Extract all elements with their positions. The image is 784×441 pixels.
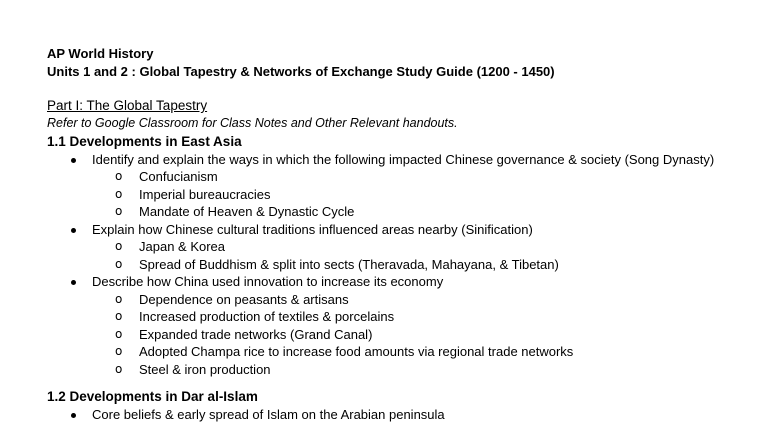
sub-bullet-text: Steel & iron production [139,361,271,377]
sub-bullet-item [47,203,767,221]
sub-bullet-item [47,291,767,309]
bullet-text: Identify and explain the ways in which the following impacted Chinese governance & society (Song Dynasty) [92,151,715,167]
sub-bullet-marker-icon: o [115,256,123,271]
sub-bullet-marker-icon: o [115,361,123,376]
sub-bullet-marker-icon: o [115,326,123,341]
sub-bullet-marker-icon: o [115,186,123,201]
bullet-dot-icon [71,413,76,418]
bullet-item [47,221,767,274]
bullet-list [47,151,767,379]
sub-bullet-item [47,308,767,326]
sections-container [47,133,767,423]
bullet-list [47,406,767,424]
sub-bullet-item [47,326,767,344]
sub-bullet-list [92,238,767,273]
sub-bullet-item [47,361,767,379]
sub-bullet-text: Confucianism [139,169,218,184]
bullet-text: Describe how China used innovation to increase its economy [92,274,444,289]
sub-bullet-text: Adopted Champa rice to increase food amounts via regional trade networks [139,344,574,359]
bullet-text: Explain how Chinese cultural traditions influenced areas nearby (Sinification) [92,221,533,237]
sub-bullet-item [47,238,767,256]
sub-bullet-item [47,343,767,361]
sub-bullet-text: Japan & Korea [139,239,226,254]
part-heading: Part I: The Global Tapestry [47,98,208,113]
sub-bullet-marker-icon: o [115,344,123,358]
section-heading: 1.1 Developments in East Asia [47,134,242,149]
bullet-text: Core beliefs & early spread of Islam on the Arabian peninsula [92,406,445,422]
bullet-dot-icon [71,158,76,163]
sub-bullet-text: Dependence on peasants & artisans [139,291,349,307]
sub-bullet-item [47,168,767,186]
guide-subtitle: Units 1 and 2 : Global Tapestry & Networks of Exchange Study Guide (1200 - 1450) [47,63,555,79]
course-title: AP World History [47,46,154,61]
sub-bullet-text: Imperial bureaucracies [139,186,271,202]
bullet-item [47,406,767,424]
blank-line [47,80,767,97]
sub-bullet-list [92,291,767,379]
sub-bullet-marker-icon: o [115,169,123,183]
sub-bullet-text: Increased production of textiles & porcelains [139,309,395,324]
section-heading: 1.2 Developments in Dar al-Islam [47,389,258,404]
sub-bullet-list [92,168,767,221]
bullet-item [47,273,767,378]
sub-bullet-marker-icon: o [115,291,123,306]
sub-bullet-text: Mandate of Heaven & Dynastic Cycle [139,204,355,219]
sub-bullet-text: Expanded trade networks (Grand Canal) [139,326,373,342]
bullet-dot-icon [71,280,76,285]
bullet-dot-icon [71,228,76,233]
bullet-item [47,151,767,221]
sub-bullet-text: Spread of Buddhism & split into sects (Theravada, Mahayana, & Tibetan) [139,256,559,272]
sub-bullet-marker-icon: o [115,204,123,218]
part-note: Refer to Google Classroom for Class Notes and Other Relevant handouts. [47,115,458,130]
sub-bullet-item [47,186,767,204]
study-guide-document [47,45,767,423]
sub-bullet-marker-icon: o [115,239,123,253]
section-gap [47,378,767,387]
sub-bullet-marker-icon: o [115,309,123,323]
sub-bullet-item [47,256,767,274]
